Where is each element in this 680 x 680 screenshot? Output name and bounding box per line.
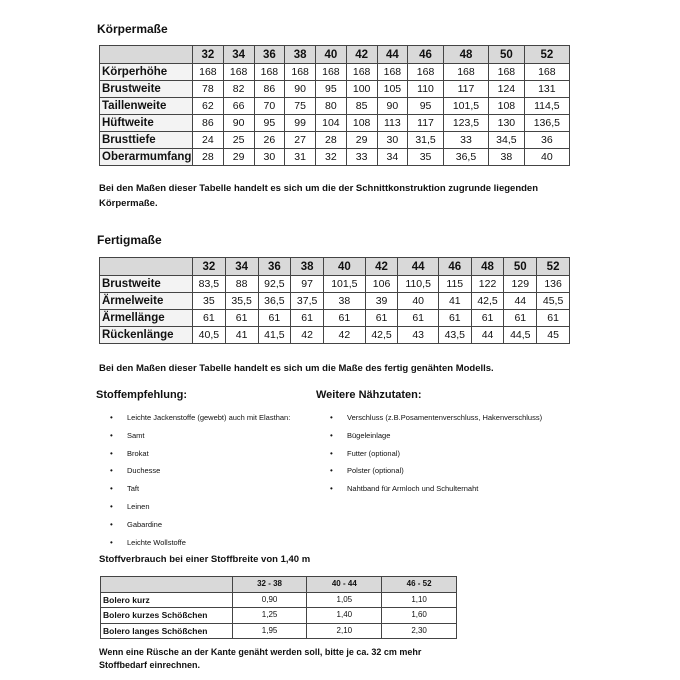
table-cell: 1,60	[382, 608, 457, 624]
table-cell: 30	[254, 149, 285, 166]
table-cell: 61	[438, 310, 471, 327]
table-cell: 136	[537, 276, 570, 293]
table-cell: 61	[365, 310, 398, 327]
table-cell: 32	[316, 149, 347, 166]
table-cell: 61	[504, 310, 537, 327]
table-cell: 78	[193, 81, 224, 98]
size-header: 50	[504, 258, 537, 276]
size-header: 46	[438, 258, 471, 276]
table-cell: 61	[398, 310, 438, 327]
table-cell: 113	[377, 115, 408, 132]
table-cell: 25	[223, 132, 254, 149]
table-cell: 36	[524, 132, 569, 149]
table-cell: 36,5	[443, 149, 488, 166]
table-cell: 82	[223, 81, 254, 98]
table-cell: 129	[504, 276, 537, 293]
table-cell: 31	[285, 149, 316, 166]
table-cell: 41	[225, 327, 258, 344]
table-cell: 168	[285, 64, 316, 81]
koerpermasse-note: Bei den Maßen dieser Tabelle handelt es sich um die der Schnittkonstruktion zugrunde liegenden Körpermaße.	[99, 183, 539, 209]
table-cell: 41	[438, 293, 471, 310]
table-cell: 44	[471, 327, 504, 344]
table-row	[100, 327, 570, 344]
table-cell: 38	[324, 293, 366, 310]
naehzutaten-title: Weitere Nähzutaten:	[316, 389, 422, 401]
list-item: • Leinen	[110, 501, 330, 519]
table-cell: 106	[365, 276, 398, 293]
table-cell: 124	[489, 81, 525, 98]
table-cell: 168	[254, 64, 285, 81]
table-cell: 43	[398, 327, 438, 344]
table-row	[100, 98, 570, 115]
row-label: Brustweite	[100, 81, 193, 98]
size-header: 40	[324, 258, 366, 276]
row-label: Bolero kurzes Schößchen	[101, 608, 233, 624]
table-cell: 117	[408, 115, 444, 132]
table-cell: 42	[324, 327, 366, 344]
size-header: 44	[398, 258, 438, 276]
table-cell: 80	[316, 98, 347, 115]
table-cell: 43,5	[438, 327, 471, 344]
table-cell: 33	[443, 132, 488, 149]
list-item: • Gabardine	[110, 519, 330, 537]
table-cell: 122	[471, 276, 504, 293]
size-header: 34	[225, 258, 258, 276]
size-header: 48	[443, 46, 488, 64]
naehzutaten-list	[330, 412, 590, 501]
table-header-row	[100, 46, 570, 64]
table-cell: 29	[346, 132, 377, 149]
table-cell: 40,5	[193, 327, 226, 344]
size-range-header: 40 - 44	[307, 577, 382, 593]
table-cell: 61	[291, 310, 324, 327]
row-label: Hüftweite	[100, 115, 193, 132]
header-corner	[100, 258, 193, 276]
header-corner	[100, 46, 193, 64]
table-cell: 66	[223, 98, 254, 115]
table-cell: 29	[223, 149, 254, 166]
table-cell: 61	[193, 310, 226, 327]
stoffverbrauch-note: Wenn eine Rüsche an der Kante genäht werden soll, bitte je ca. 32 cm mehr Stoffbedarf einrechnen.	[99, 647, 422, 670]
row-label: Brustweite	[100, 276, 193, 293]
size-header: 38	[291, 258, 324, 276]
table-cell: 108	[346, 115, 377, 132]
table-row	[101, 608, 457, 624]
table-cell: 99	[285, 115, 316, 132]
table-cell: 34	[377, 149, 408, 166]
list-item: • Leichte Jackenstoffe (gewebt) auch mit Elasthan:	[110, 412, 330, 430]
table-cell: 28	[316, 132, 347, 149]
table-row	[100, 293, 570, 310]
koerpermasse-table	[99, 45, 570, 166]
table-cell: 61	[258, 310, 291, 327]
table-cell: 26	[254, 132, 285, 149]
table-cell: 45,5	[537, 293, 570, 310]
table-cell: 131	[524, 81, 569, 98]
table-cell: 104	[316, 115, 347, 132]
table-cell: 101,5	[443, 98, 488, 115]
table-cell: 39	[365, 293, 398, 310]
table-cell: 35,5	[225, 293, 258, 310]
table-cell: 168	[443, 64, 488, 81]
list-item: • Brokat	[110, 448, 330, 466]
row-label: Körperhöhe	[100, 64, 193, 81]
row-label: Bolero kurz	[101, 592, 233, 608]
table-cell: 90	[377, 98, 408, 115]
stoffverbrauch-title: Stoffverbrauch bei einer Stoffbreite von 1,40 m	[99, 554, 311, 565]
table-cell: 42	[291, 327, 324, 344]
table-cell: 1,10	[382, 592, 457, 608]
table-cell: 92,5	[258, 276, 291, 293]
table-cell: 38	[489, 149, 525, 166]
table-cell: 168	[223, 64, 254, 81]
table-cell: 1,05	[307, 592, 382, 608]
table-cell: 168	[193, 64, 224, 81]
table-cell: 168	[408, 64, 444, 81]
table-cell: 168	[377, 64, 408, 81]
table-row	[100, 81, 570, 98]
row-label: Bolero langes Schößchen	[101, 623, 233, 639]
table-cell: 114,5	[524, 98, 569, 115]
size-header: 42	[365, 258, 398, 276]
list-item: • Samt	[110, 430, 330, 448]
table-cell: 24	[193, 132, 224, 149]
table-cell: 168	[489, 64, 525, 81]
table-cell: 110,5	[398, 276, 438, 293]
header-corner	[101, 577, 233, 593]
size-header: 36	[258, 258, 291, 276]
fertigmasse-note: Bei den Maßen dieser Tabelle handelt es sich um die Maße des fertig genähten Modells.	[99, 363, 494, 374]
list-item: • Bügeleinlage	[330, 430, 590, 448]
table-header-row	[100, 258, 570, 276]
table-cell: 70	[254, 98, 285, 115]
table-cell: 44,5	[504, 327, 537, 344]
table-cell: 101,5	[324, 276, 366, 293]
row-label: Oberarmumfang	[100, 149, 193, 166]
table-cell: 30	[377, 132, 408, 149]
table-cell: 61	[471, 310, 504, 327]
table-row	[100, 276, 570, 293]
table-cell: 130	[489, 115, 525, 132]
table-cell: 95	[408, 98, 444, 115]
list-item: • Polster (optional)	[330, 465, 590, 483]
stoffempfehlung-list	[110, 412, 330, 554]
table-cell: 28	[193, 149, 224, 166]
table-cell: 42,5	[365, 327, 398, 344]
table-cell: 42,5	[471, 293, 504, 310]
table-cell: 85	[346, 98, 377, 115]
table-cell: 136,5	[524, 115, 569, 132]
table-cell: 40	[524, 149, 569, 166]
table-cell: 86	[254, 81, 285, 98]
table-cell: 97	[291, 276, 324, 293]
table-cell: 117	[443, 81, 488, 98]
row-label: Taillenweite	[100, 98, 193, 115]
size-header: 32	[193, 46, 224, 64]
size-header: 40	[316, 46, 347, 64]
table-cell: 83,5	[193, 276, 226, 293]
table-cell: 1,25	[232, 608, 307, 624]
row-label: Ärmellänge	[100, 310, 193, 327]
list-item: • Duchesse	[110, 465, 330, 483]
table-cell: 61	[225, 310, 258, 327]
size-header: 50	[489, 46, 525, 64]
koerpermasse-title: Körpermaße	[97, 22, 168, 36]
stoffempfehlung-title: Stoffempfehlung:	[96, 389, 188, 401]
table-cell: 100	[346, 81, 377, 98]
size-range-header: 46 - 52	[382, 577, 457, 593]
table-row	[100, 149, 570, 166]
table-cell: 35	[408, 149, 444, 166]
table-cell: 108	[489, 98, 525, 115]
table-cell: 105	[377, 81, 408, 98]
fertigmasse-table	[99, 257, 570, 344]
size-header: 42	[346, 46, 377, 64]
table-row	[101, 592, 457, 608]
table-cell: 27	[285, 132, 316, 149]
table-cell: 2,30	[382, 623, 457, 639]
list-item: • Taft	[110, 483, 330, 501]
table-cell: 62	[193, 98, 224, 115]
size-header: 48	[471, 258, 504, 276]
size-header: 36	[254, 46, 285, 64]
list-item: • Verschluss (z.B.Posamentenverschluss, Hakenverschluss)	[330, 412, 590, 430]
table-header-row	[101, 577, 457, 593]
size-header: 32	[193, 258, 226, 276]
table-cell: 115	[438, 276, 471, 293]
list-item: • Leichte Wollstoffe	[110, 537, 330, 555]
table-cell: 1,40	[307, 608, 382, 624]
table-cell: 31,5	[408, 132, 444, 149]
table-cell: 40	[398, 293, 438, 310]
table-cell: 123,5	[443, 115, 488, 132]
size-header: 44	[377, 46, 408, 64]
table-cell: 33	[346, 149, 377, 166]
table-cell: 110	[408, 81, 444, 98]
table-cell: 34,5	[489, 132, 525, 149]
table-cell: 90	[285, 81, 316, 98]
table-cell: 1,95	[232, 623, 307, 639]
list-item: • Futter (optional)	[330, 448, 590, 466]
table-cell: 168	[316, 64, 347, 81]
size-header: 34	[223, 46, 254, 64]
table-row	[100, 115, 570, 132]
size-header: 52	[524, 46, 569, 64]
size-range-header: 32 - 38	[232, 577, 307, 593]
table-row	[101, 623, 457, 639]
table-cell: 168	[524, 64, 569, 81]
table-cell: 41,5	[258, 327, 291, 344]
table-cell: 61	[324, 310, 366, 327]
table-row	[100, 310, 570, 327]
stoffverbrauch-table	[100, 576, 457, 639]
table-cell: 37,5	[291, 293, 324, 310]
table-cell: 168	[346, 64, 377, 81]
row-label: Brusttiefe	[100, 132, 193, 149]
table-cell: 86	[193, 115, 224, 132]
row-label: Rückenlänge	[100, 327, 193, 344]
table-row	[100, 132, 570, 149]
table-cell: 95	[316, 81, 347, 98]
table-cell: 35	[193, 293, 226, 310]
table-row	[100, 64, 570, 81]
fertigmasse-title: Fertigmaße	[97, 233, 162, 247]
table-cell: 75	[285, 98, 316, 115]
list-item: • Nahtband für Armloch und Schulternaht	[330, 483, 590, 501]
table-cell: 0,90	[232, 592, 307, 608]
size-header: 52	[537, 258, 570, 276]
table-cell: 88	[225, 276, 258, 293]
table-cell: 90	[223, 115, 254, 132]
table-cell: 45	[537, 327, 570, 344]
table-cell: 36,5	[258, 293, 291, 310]
size-header: 46	[408, 46, 444, 64]
table-cell: 61	[537, 310, 570, 327]
table-cell: 95	[254, 115, 285, 132]
row-label: Ärmelweite	[100, 293, 193, 310]
table-cell: 44	[504, 293, 537, 310]
size-header: 38	[285, 46, 316, 64]
table-cell: 2,10	[307, 623, 382, 639]
